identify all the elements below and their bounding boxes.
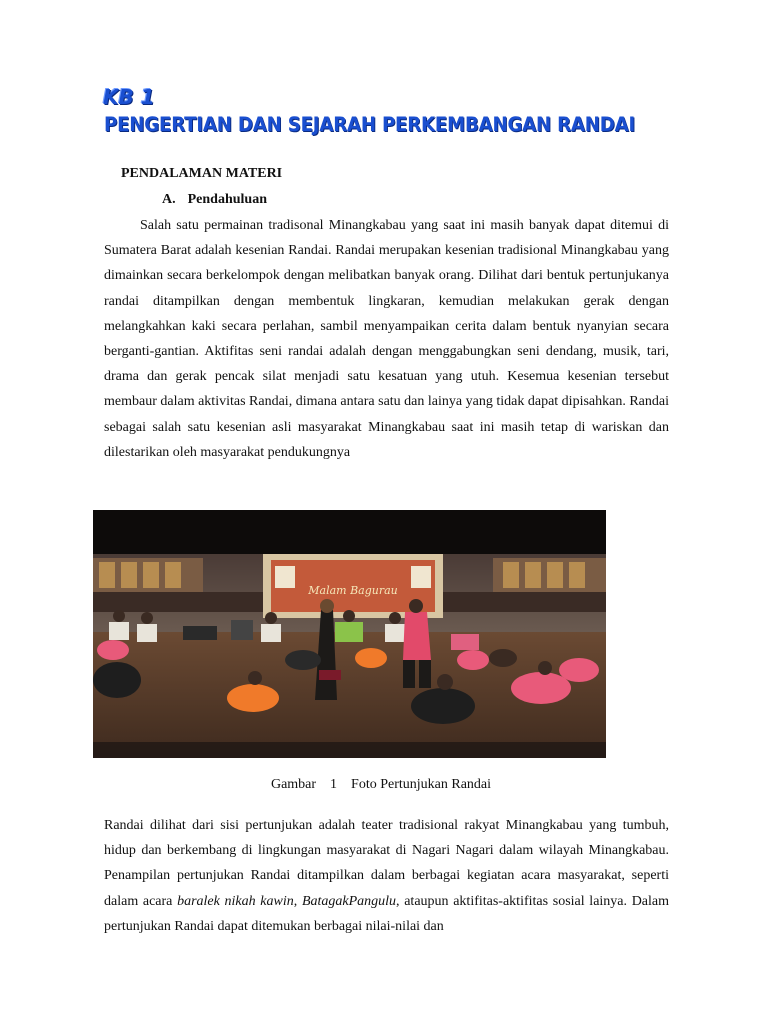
section-heading: PENDALAMAN MATERI: [121, 166, 283, 181]
paragraph-2-part1: Randai dilihat dari sisi pertunjukan adalah teater tradisional rakyat Minangkabau yang tumbuh, hidup dan berkembang di lingkungan masyarakat di Nagari Nagari dalam wilayah Minangkabau. Penampilan pertunjukan Randai ditampilkan dalam berbagai kegiatan acara masyarakat, seperti dalam acara: [104, 818, 669, 909]
caption-number: 1: [330, 777, 338, 792]
paragraph-intro: Salah satu permainan tradisonal Minangkabau yang saat ini masih banyak dapat ditemui di Sumatera Barat adalah kesenian Randai. Randai merupakan kesenian tradisional Minangkabau yang dimainkan secara berkelompok dengan melibatkan banyak orang. Dilihat dari bentuk pertunjukanya randai ditampilkan dengan membentuk lingkaran, kemudian melakukan gerak dengan melangkahkan kaki secara perlahan, sambil menyampaikan cerita dalam bentuk nyanyian secara berganti-gantian. Aktifitas seni randai adalah dengan menggabungkan seni dendang, musik, tari, drama dan gerak pencak silat menjadi satu kesatuan yang utuh. Kesemua kesenian tersebut membaur dalam aktivitas Randai, dimana antara satu dan lainya yang tidak dapat dipisahkan. Randai sebagai salah satu kesenian asli masyarakat Minangkabau saat ini masih tetap di wariskan dan dilestarikan oleh masyarakat pendukungnya: [104, 218, 669, 460]
paragraph-2-italic-2: BatagakPangulu: [301, 893, 397, 909]
subheading-label: Pendahuluan: [187, 192, 267, 207]
photo-illustration: [93, 510, 606, 758]
paragraph-2-part2: ,: [293, 893, 302, 909]
randai-photo: [93, 510, 606, 758]
paragraph-randai: [104, 813, 669, 939]
paragraph-2-part3: , ataupun aktifitas-aktifitas sosial lainya. Dalam pertunjukan Randai dapat ditemukan berbagai nilai-nilai dan: [104, 893, 670, 934]
subheading: [162, 192, 267, 208]
paragraph-2-italic-1: baralek nikah kawin: [177, 893, 294, 909]
kb-label: KB 1: [103, 85, 155, 109]
figure-caption: [0, 777, 768, 793]
caption-text: Foto Pertunjukan Randai: [351, 777, 492, 792]
page-title: PENGERTIAN DAN SEJARAH PERKEMBANGAN RANDAI: [104, 113, 636, 136]
caption-label: Gambar: [270, 777, 317, 792]
subheading-number: A.: [162, 192, 176, 207]
kb-badge: [103, 85, 155, 109]
stage-sign-text: Malam Bagurau: [308, 584, 398, 597]
